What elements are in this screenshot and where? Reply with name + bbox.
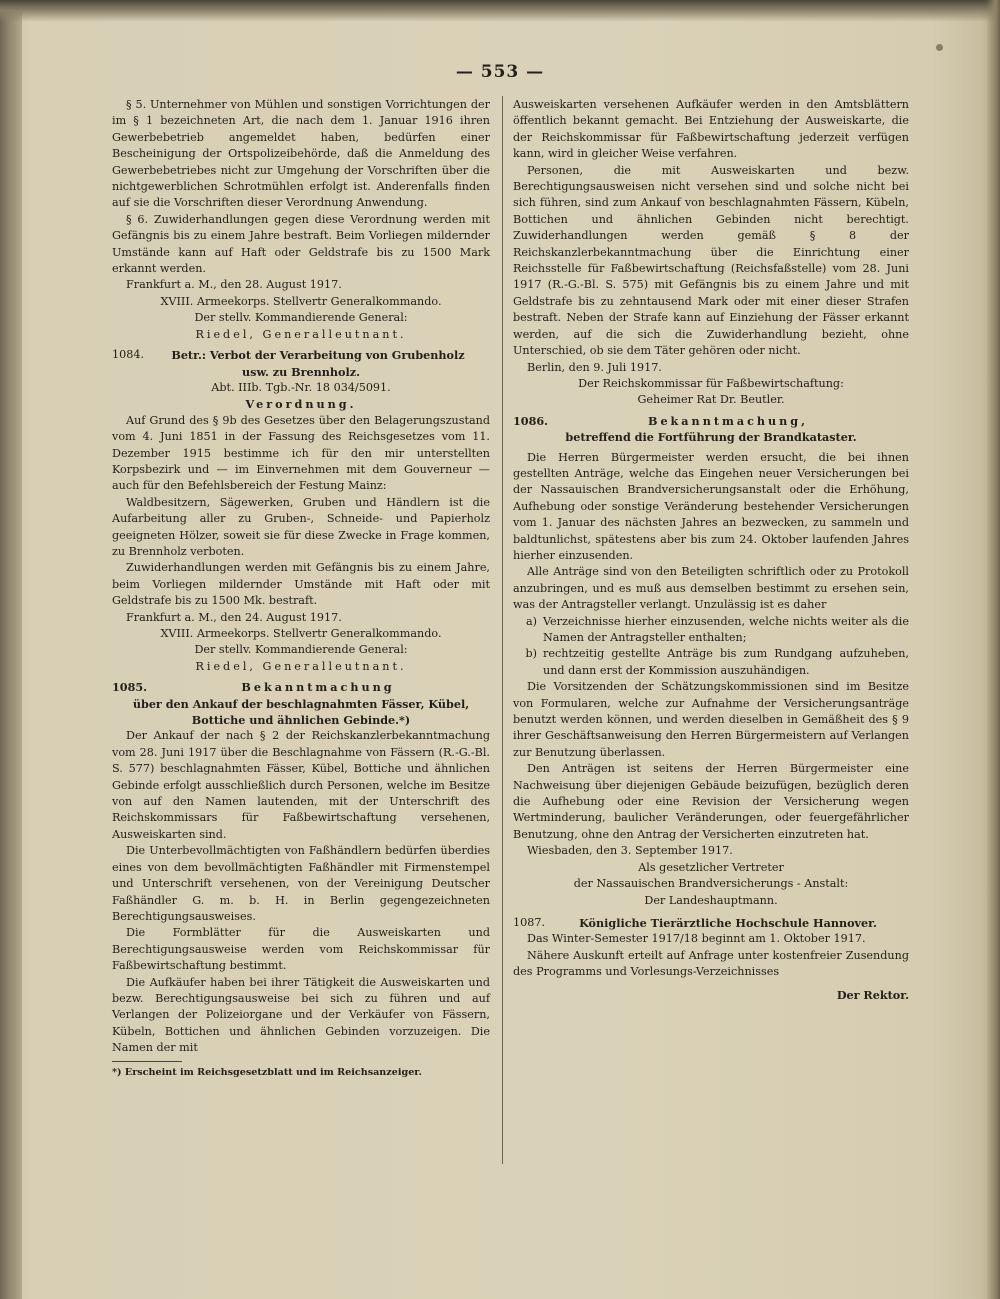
verordnung-heading: Verordnung.: [245, 397, 357, 412]
notice-number: 1085.: [112, 680, 148, 695]
signature-name: Der Rektor.: [836, 987, 909, 1002]
paragraph-d4: Den Anträgen ist seitens der Herren Bürgermeister eine Nachweisung über diejenigen Gebäude beizufügen, bezüglich deren die Aufhebung oder eine Revision der Versicherung wegen Wertminderung, baulicher Veränderungen, oder feuergefährlicher Benutzung, ohne den Antrag der Versicherten einzutreten hat.: [513, 762, 909, 841]
bekanntmachung-heading: Bekanntmachung: [241, 680, 395, 695]
list-text: rechtzeitig gestellte Anträge bis zum Rundgang aufzuheben, und dann erst der Kommission auszuhändigen.: [543, 647, 909, 677]
list-item: [513, 646, 909, 679]
notice-title: Königliche Tierärztliche Hochschule Hannover.: [579, 915, 877, 930]
date-line: Frankfurt a. M., den 24. August 1917.: [126, 610, 342, 624]
corps-line: XVIII. Armeekorps. Stellvertr Generalkommando.: [160, 627, 442, 640]
notice-title-cont: usw. zu Brennholz.: [242, 364, 360, 379]
left-column: [112, 97, 490, 1081]
date-line: Wiesbaden, den 3. September 1917.: [527, 844, 733, 858]
book-binding: [0, 0, 22, 1299]
signature-title: der Nassauischen Brandversicherungs - Anstalt:: [573, 877, 849, 891]
notice-number: 1086.: [513, 413, 549, 428]
notice-title: betreffend die Fortführung der Brandkataster.: [565, 430, 857, 445]
column-divider: [502, 96, 503, 1164]
notice-number: 1087.: [513, 915, 546, 929]
signature-name: Der Landeshauptmann.: [644, 893, 778, 907]
signature-name: Geheimer Rat Dr. Beutler.: [637, 393, 785, 407]
signature-name: Riedel, Generalleutnant.: [195, 659, 407, 673]
page-top-edge: [0, 0, 1000, 22]
paper-spot: [936, 44, 943, 51]
signature-name: Riedel, Generalleutnant.: [195, 327, 407, 341]
list-marker: b): [525, 647, 537, 661]
paragraph-d1: Die Herren Bürgermeister werden ersucht, die bei ihnen gestellten Anträge, welche das Eingehen neuer Versicherungen bei der Nassauischen Brandversicherungsanstalt oder die Erhöhung, Aufhebung oder sonstige Veränderung bestehender Versicherungen vom 1. Januar des nächsten Jahres an bezwecken, zu sammeln und baldtunlichst, spätestens aber bis zum 24. Oktober laufenden Jahres hierher einzusenden.: [513, 450, 909, 562]
paragraph-b2: Die Unterbevollmächtigten von Faßhändlern bedürfen überdies eines von dem bevollmächtigten Faßhändler mit Firmenstempel und Unterschrift versehenen, von der Vereinigung Deutscher Faßhändler G. m. b. H. in Berlin gegengezeichneten Berechtigungsausweises.: [112, 844, 490, 923]
paragraph-e2: Nähere Auskunft erteilt auf Anfrage unter kostenfreier Zusendung des Programms und Vorlesungs-Verzeichnisses: [513, 948, 909, 979]
footnote-rule: [112, 1061, 182, 1062]
notice-number: 1084.: [112, 348, 145, 362]
paragraph-s6: § 6. Zuwiderhandlungen gegen diese Verordnung werden mit Gefängnis bis zu einem Jahre bestraft. Beim Vorliegen mildernder Umstände kann auf Haft oder Geldstrafe bis zu 1500 Mark erkannt werden.: [112, 212, 490, 276]
signature-title: Als gesetzlicher Vertreter: [638, 860, 784, 874]
general-title: Der stellv. Kommandierende General:: [194, 311, 408, 325]
bekanntmachung-heading: Bekanntmachung,: [647, 413, 809, 428]
paragraph-s5: § 5. Unternehmer von Mühlen und sonstigen Vorrichtungen der im § 1 bezeichneten Art, die nach dem 1. Januar 1916 ihren Gewerbebetrieb angemeldet haben, bedürfen einer Bescheinigung der Ortspolizeibehörde, daß die Anmeldung des Gewerbebetriebes nicht zur Umgehung der Vorschriften über die nichtgewerblichen Schrotmühlen erfolgt ist. Anderenfalls finden auf sie die Vorschriften dieser Verordnung Anwendung.: [112, 98, 490, 210]
page-number: — 553 —: [455, 62, 545, 82]
paragraph-b3: Die Formblätter für die Ausweiskarten und Berechtigungsausweise werden vom Reichskommissar für Faßbewirtschaftung bestimmt.: [112, 926, 490, 973]
paragraph-v3: Zuwiderhandlungen werden mit Gefängnis bis zu einem Jahre, beim Vorliegen mildernder Umstände mit Haft oder mit Geldstrafe bis zu 1500 Mk. bestraft.: [112, 561, 490, 608]
notice-title: über den Ankauf der beschlagnahmten Fässer, Kübel, Bottiche und ähnlichen Gebinde.*): [132, 696, 470, 728]
paragraph-c1: Ausweiskarten versehenen Aufkäufer werden in den Amtsblättern öffentlich bekannt gemacht. Bei Entziehung der Ausweiskarte, die der Reichskommissar für Faßbewirtschaftung jederzeit verfügen kann, wird in gleicher Weise verfahren.: [513, 98, 909, 161]
date-line: Frankfurt a. M., den 28. August 1917.: [126, 278, 342, 292]
notice-1084-header: [112, 347, 490, 363]
notice-1087-header: [513, 915, 909, 931]
notice-1086-header: [513, 413, 909, 429]
general-title: Der stellv. Kommandierende General:: [194, 643, 408, 657]
page-right-edge: [986, 0, 1000, 1299]
list-item: [513, 614, 909, 647]
paragraph-b4: Die Aufkäufer haben bei ihrer Tätigkeit die Ausweiskarten und bezw. Berechtigungsausweise bei sich zu führen und auf Verlangen der Polizeiorgane und der Verkäufer von Fässern, Kübeln, Bottichen und ähnlichen Gebinden vorzuzeigen. Die Namen der mit: [112, 975, 490, 1055]
paragraph-d2: Alle Anträge sind von den Beteiligten schriftlich oder zu Protokoll anzubringen, und es muß aus demselben bestimmt zu ersehen sein, was der Antragsteller verlangt. Unzulässig ist es daher: [513, 565, 909, 612]
notice-1085-header: [112, 679, 490, 695]
paragraph-e1: Das Winter-Semester 1917/18 beginnt am 1. Oktober 1917.: [527, 932, 866, 946]
paragraph-v2: Waldbesitzern, Sägewerken, Gruben und Händlern ist die Aufarbeitung aller zu Gruben-, Schneide- und Papierholz geeigneten Hölzer, soweit sie für diese Zwecke in Frage kommen, zu Brennholz verboten.: [112, 495, 490, 558]
corps-line: XVIII. Armeekorps. Stellvertr Generalkommando.: [160, 294, 442, 308]
paragraph-v1: Auf Grund des § 9b des Gesetzes über den Belagerungszustand vom 4. Juni 1851 in der Fassung des Reichsgesetzes vom 11. Dezember 1915 bestimme ich für den mir unterstellten Korpsbezirk und — im Einvernehmen mit dem Gouverneur — auch für den Befehlsbereich der Festung Mainz:: [112, 413, 490, 493]
footnote: *) Erscheint im Reichsgesetzblatt und im Reichsanzeiger.: [112, 1066, 422, 1078]
right-column: [513, 97, 909, 1003]
reference-line: Abt. IIIb. Tgb.-Nr. 18 034/5091.: [211, 380, 391, 394]
list-text: Verzeichnisse hierher einzusenden, welche nichts weiter als die Namen der Antragsteller enthalten;: [543, 614, 909, 644]
signature-title: Der Reichskommissar für Faßbewirtschaftung:: [578, 376, 844, 390]
paragraph-c2: Personen, die mit Ausweiskarten und bezw. Berechtigungsausweisen nicht versehen sind und solche nicht bei sich führen, sind zum Ankauf von beschlagnahmten Fässern, Kübeln, Bottichen und ähnlichen Gebinden nicht berechtigt. Zuwiderhandlungen werden gemäß § 8 der Reichskanzlerbekanntmachung über die Einrichtung einer Reichsstelle für Faßbewirtschaftung (Reichsfaßstelle) vom 28. Juni 1917 (R.-G.-Bl. S. 575) mit Gefängnis bis zu einem Jahre und mit Geldstrafe bis zu zehntausend Mark oder mit einer dieser Strafen bestraft. Neben der Strafe kann auf Einziehung der Fässer erkannt werden, auf die sich die Zuwiderhandlung bezieht, ohne Unterschied, ob sie dem Täter gehören oder nicht.: [513, 163, 909, 358]
paragraph-b1: Der Ankauf der nach § 2 der Reichskanzlerbekanntmachung vom 28. Juni 1917 über die Beschlagnahme von Fässern (R.-G.-Bl. S. 577) beschlagnahmten Fässer, Kübel, Bottiche und ähnlichen Gebinde erfolgt ausschließlich durch Personen, welche im Besitze von auf den Namen lautenden, mit der Unterschrift des Reichskommissars für Faßbewirtschaftung versehenen, Ausweiskarten sind.: [112, 729, 490, 841]
list-marker: a): [525, 614, 537, 628]
date-line: Berlin, den 9. Juli 1917.: [527, 360, 662, 374]
paragraph-d3: Die Vorsitzenden der Schätzungskommissionen sind im Besitze von Formularen, welche zur Aufnahme der Versicherungsanträge benutzt werden können, und werden dieselben in Gemäßheit des § 9 ihrer Geschäftsanweisung den Herren Bürgermeistern auf Verlangen zur Benutzung überlassen.: [513, 680, 909, 759]
notice-title: Betr.: Verbot der Verarbeitung von Grubenholz: [171, 348, 465, 363]
